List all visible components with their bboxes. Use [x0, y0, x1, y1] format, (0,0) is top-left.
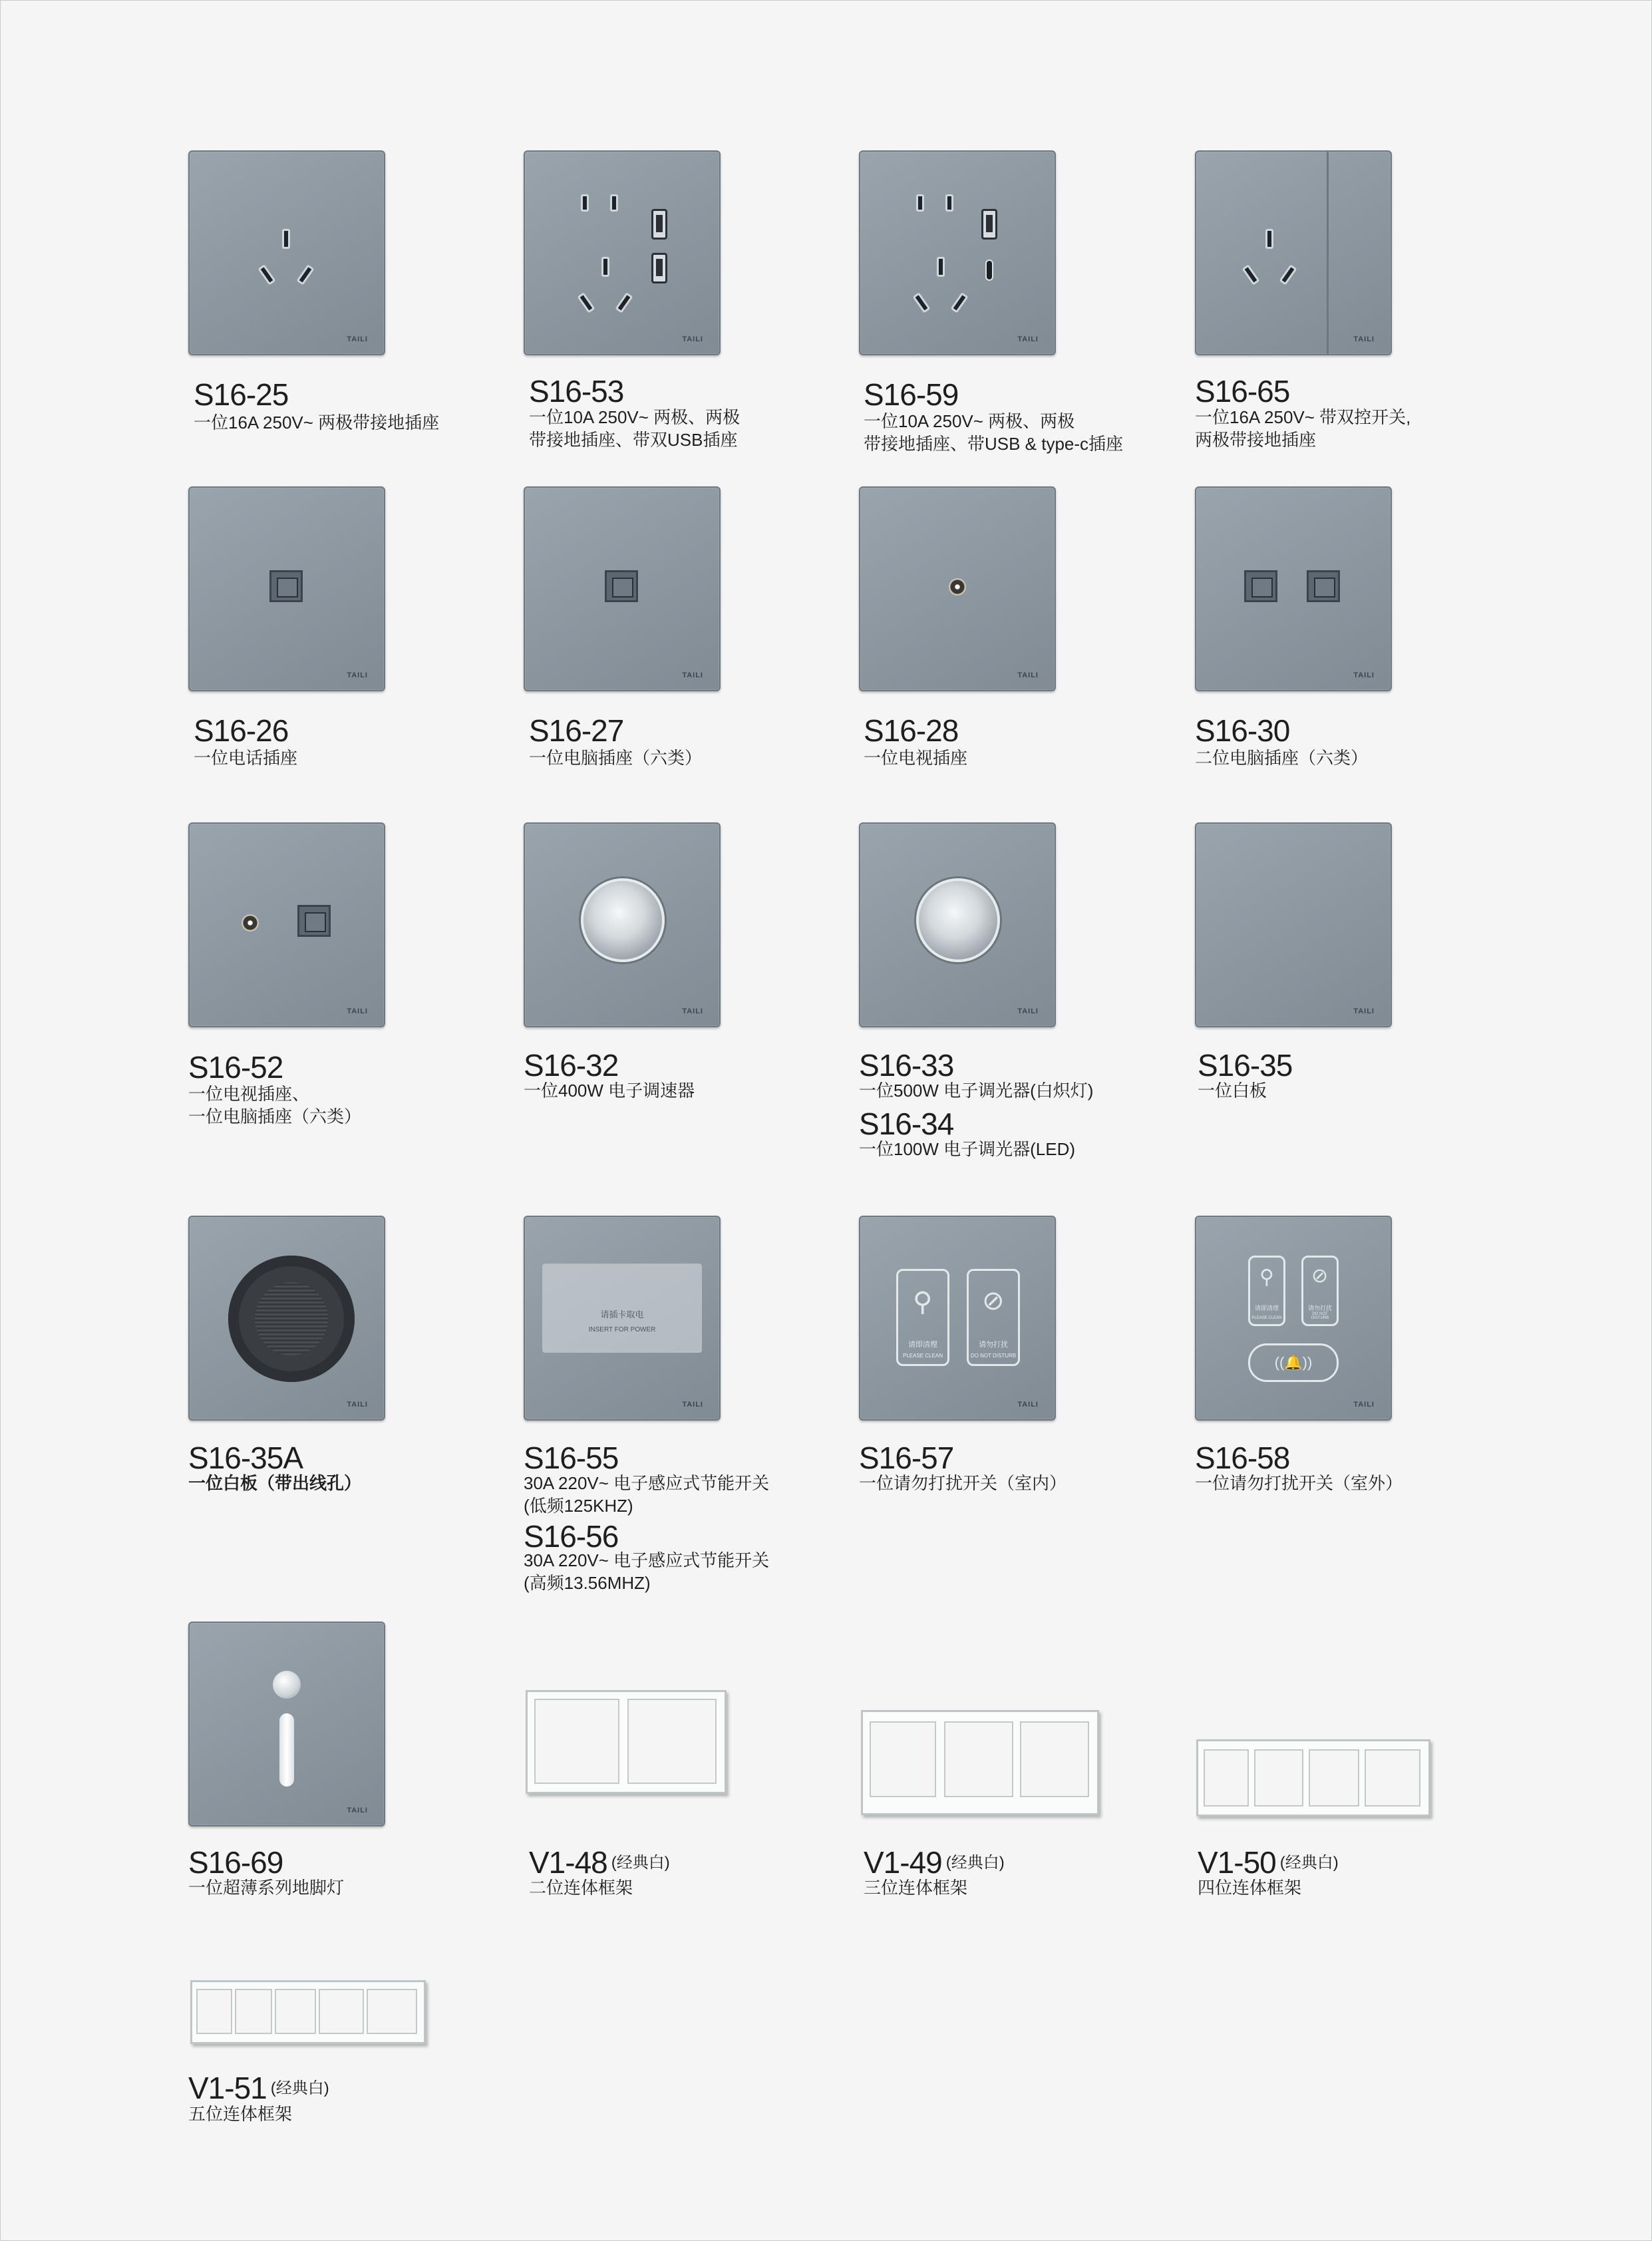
product-desc: 一位超薄系列地脚灯	[188, 1878, 345, 1898]
product-code: S16-28	[864, 713, 959, 748]
product-code: S16-65	[1195, 374, 1290, 409]
frame-window	[1254, 1749, 1303, 1807]
socket-pin	[581, 194, 589, 212]
brand-logo: TAILI	[347, 1401, 368, 1409]
dimmer-knob	[581, 878, 665, 962]
sensor-dot	[273, 1671, 301, 1699]
socket-pin	[577, 292, 595, 313]
cleaning-icon: ⚲	[1259, 1266, 1274, 1288]
product-code: S16-30	[1195, 713, 1290, 748]
product-desc: 一位10A 250V~ 两极、两极 带接地插座、带USB & type-c插座	[864, 411, 1124, 454]
do-not-disturb-label: 请勿打扰	[979, 1341, 1008, 1349]
card-slot-label-en: INSERT FOR POWER	[588, 1326, 656, 1333]
panel-s16-30	[1195, 486, 1392, 691]
panel-s16-25	[188, 150, 385, 355]
product-code: S16-57	[859, 1441, 954, 1475]
socket-pin	[912, 292, 930, 313]
frame-window	[1204, 1749, 1249, 1807]
network-jack	[1244, 570, 1277, 602]
led-light-bar	[279, 1713, 294, 1787]
socket-pin	[1265, 229, 1273, 249]
do-not-disturb-icon: ⊘	[1311, 1265, 1329, 1287]
frame-window	[235, 1989, 272, 2034]
brand-logo: TAILI	[1353, 335, 1375, 343]
product-code: V1-48 (经典白)	[529, 1845, 670, 1880]
panel-s16-53	[524, 150, 721, 355]
usb-port	[981, 209, 997, 240]
please-clean-label: 请即清理	[1254, 1305, 1279, 1311]
panel-s16-28	[859, 486, 1056, 691]
do-not-disturb-label: 请勿打扰	[1307, 1305, 1332, 1311]
product-desc: 四位连体框架	[1198, 1878, 1302, 1898]
product-desc: 一位100W 电子调光器(LED)	[859, 1139, 1076, 1159]
brand-logo: TAILI	[682, 1401, 703, 1409]
cable-outlet-hole	[228, 1256, 355, 1382]
socket-pin	[601, 257, 609, 277]
please-clean-label-en: PLEASE CLEAN	[1251, 1316, 1282, 1320]
product-desc: 一位500W 电子调光器(白炽灯)	[859, 1081, 1094, 1101]
cleaning-icon: ⚲	[913, 1288, 933, 1317]
usb-port	[651, 209, 667, 240]
product-code: S16-56	[524, 1519, 619, 1554]
socket-pin	[615, 292, 633, 313]
socket-pin	[257, 264, 275, 285]
network-jack	[297, 905, 331, 937]
socket-pin	[296, 264, 314, 285]
socket-pin	[1241, 264, 1259, 285]
product-desc: 二位连体框架	[529, 1878, 633, 1898]
product-desc: 三位连体框架	[864, 1878, 968, 1898]
phone-jack	[269, 570, 303, 602]
network-jack	[605, 570, 638, 602]
frame-window	[870, 1721, 936, 1797]
panel-s16-35a	[188, 1216, 385, 1421]
socket-pin	[945, 194, 953, 212]
product-code: S16-25	[194, 377, 289, 412]
frame-2-gang	[526, 1690, 727, 1794]
panel-s16-59	[859, 150, 1056, 355]
do-not-disturb-label-en: DO NOT DISTURB	[970, 1353, 1017, 1359]
panel-s16-27	[524, 486, 721, 691]
panel-s16-35	[1195, 822, 1392, 1027]
socket-pin	[937, 257, 945, 277]
panel-s16-26	[188, 486, 385, 691]
brand-logo: TAILI	[1017, 1401, 1039, 1409]
product-code: S16-26	[194, 713, 289, 748]
switch-rocker-divider	[1327, 152, 1329, 354]
product-code: V1-49 (经典白)	[864, 1845, 1005, 1880]
brand-logo: TAILI	[682, 671, 703, 679]
panel-s16-69	[188, 1622, 385, 1826]
brand-logo: TAILI	[1353, 1007, 1375, 1015]
do-not-disturb-button	[967, 1269, 1020, 1366]
product-code: V1-51 (经典白)	[188, 2071, 329, 2105]
product-code: S16-35A	[188, 1441, 303, 1475]
panel-s16-52	[188, 822, 385, 1027]
please-clean-button	[896, 1269, 949, 1366]
frame-window	[944, 1721, 1013, 1797]
tv-jack	[242, 914, 259, 932]
socket-pin	[1279, 264, 1297, 285]
product-code: S16-32	[524, 1048, 619, 1083]
frame-3-gang	[861, 1710, 1099, 1815]
product-code: S16-53	[529, 374, 624, 409]
do-not-disturb-indicator	[1301, 1256, 1339, 1326]
product-desc: 一位16A 250V~ 带双控开关, 两极带接地插座	[1195, 407, 1411, 450]
usb-port	[651, 253, 667, 283]
product-code: S16-52	[188, 1050, 283, 1085]
please-clean-label-en: PLEASE CLEAN	[902, 1353, 943, 1359]
do-not-disturb-icon: ⊘	[982, 1286, 1005, 1315]
frame-window	[1309, 1749, 1359, 1807]
panel-s16-58	[1195, 1216, 1392, 1421]
tv-jack	[949, 578, 966, 596]
brand-logo: TAILI	[347, 1807, 368, 1814]
please-clean-label: 请即清理	[908, 1341, 937, 1349]
brand-logo: TAILI	[1017, 671, 1039, 679]
product-desc: 一位电话插座	[194, 748, 298, 768]
product-code: S16-34	[859, 1107, 954, 1141]
product-code: S16-58	[1195, 1441, 1290, 1475]
please-clean-indicator	[1248, 1256, 1285, 1326]
product-desc: 一位16A 250V~ 两极带接地插座	[194, 413, 440, 432]
frame-4-gang	[1196, 1739, 1430, 1816]
frame-window	[196, 1989, 232, 2034]
frame-window	[367, 1989, 417, 2034]
product-desc: 一位白板	[1198, 1081, 1267, 1101]
doorbell-button: ((🔔))	[1248, 1343, 1339, 1382]
socket-pin	[916, 194, 924, 212]
product-desc: 一位电脑插座（六类）	[529, 748, 703, 768]
product-desc: 30A 220V~ 电子感应式节能开关 (低频125KHZ)	[524, 1473, 770, 1516]
do-not-disturb-label-en: DO NOT DISTURB	[1311, 1312, 1329, 1320]
frame-window	[319, 1989, 364, 2034]
card-slot-label-cn: 请插卡取电	[600, 1309, 644, 1319]
network-jack	[1307, 570, 1340, 602]
dimmer-knob	[916, 878, 1000, 962]
brand-logo: TAILI	[347, 1007, 368, 1015]
product-desc: 五位连体框架	[188, 2104, 293, 2124]
product-desc: 一位10A 250V~ 两极、两极 带接地插座、带双USB插座	[529, 407, 741, 450]
brand-logo: TAILI	[1353, 1401, 1375, 1409]
product-code: S16-35	[1198, 1048, 1293, 1083]
product-desc: 一位请勿打扰开关（室外）	[1195, 1473, 1403, 1493]
panel-s16-55	[524, 1216, 721, 1421]
socket-pin	[282, 229, 290, 249]
product-desc: 一位电视插座	[864, 748, 968, 768]
panel-s16-32	[524, 822, 721, 1027]
product-code: S16-69	[188, 1845, 283, 1880]
product-code: S16-27	[529, 713, 624, 748]
socket-pin	[950, 292, 968, 313]
product-desc: 一位400W 电子调速器	[524, 1081, 695, 1101]
panel-s16-33	[859, 822, 1056, 1027]
panel-s16-57	[859, 1216, 1056, 1421]
socket-pin	[610, 194, 618, 212]
brand-logo: TAILI	[1017, 1007, 1039, 1015]
product-desc: 二位电脑插座（六类）	[1195, 748, 1369, 768]
product-desc: 一位请勿打扰开关（室内）	[859, 1473, 1067, 1493]
product-desc: 30A 220V~ 电子感应式节能开关 (高频13.56MHZ)	[524, 1550, 770, 1593]
frame-5-gang	[190, 1980, 426, 2044]
brand-logo: TAILI	[1353, 671, 1375, 679]
brand-logo: TAILI	[347, 335, 368, 343]
type-c-port	[985, 259, 993, 281]
panel-s16-65	[1195, 150, 1392, 355]
product-desc: 一位电视插座、 一位电脑插座（六类）	[188, 1084, 362, 1126]
frame-window	[627, 1699, 717, 1784]
frame-window	[1020, 1721, 1089, 1797]
brand-logo: TAILI	[682, 335, 703, 343]
brand-logo: TAILI	[347, 671, 368, 679]
product-code: V1-50 (经典白)	[1198, 1845, 1339, 1880]
brand-logo: TAILI	[682, 1007, 703, 1015]
frame-window	[275, 1989, 316, 2034]
key-card-slot	[542, 1264, 702, 1353]
product-desc: 一位白板（带出线孔）	[188, 1473, 362, 1493]
product-code: S16-33	[859, 1048, 954, 1083]
product-code: S16-59	[864, 377, 959, 412]
frame-window	[534, 1699, 619, 1784]
frame-window	[1365, 1749, 1420, 1807]
product-code: S16-55	[524, 1441, 619, 1475]
brand-logo: TAILI	[1017, 335, 1039, 343]
